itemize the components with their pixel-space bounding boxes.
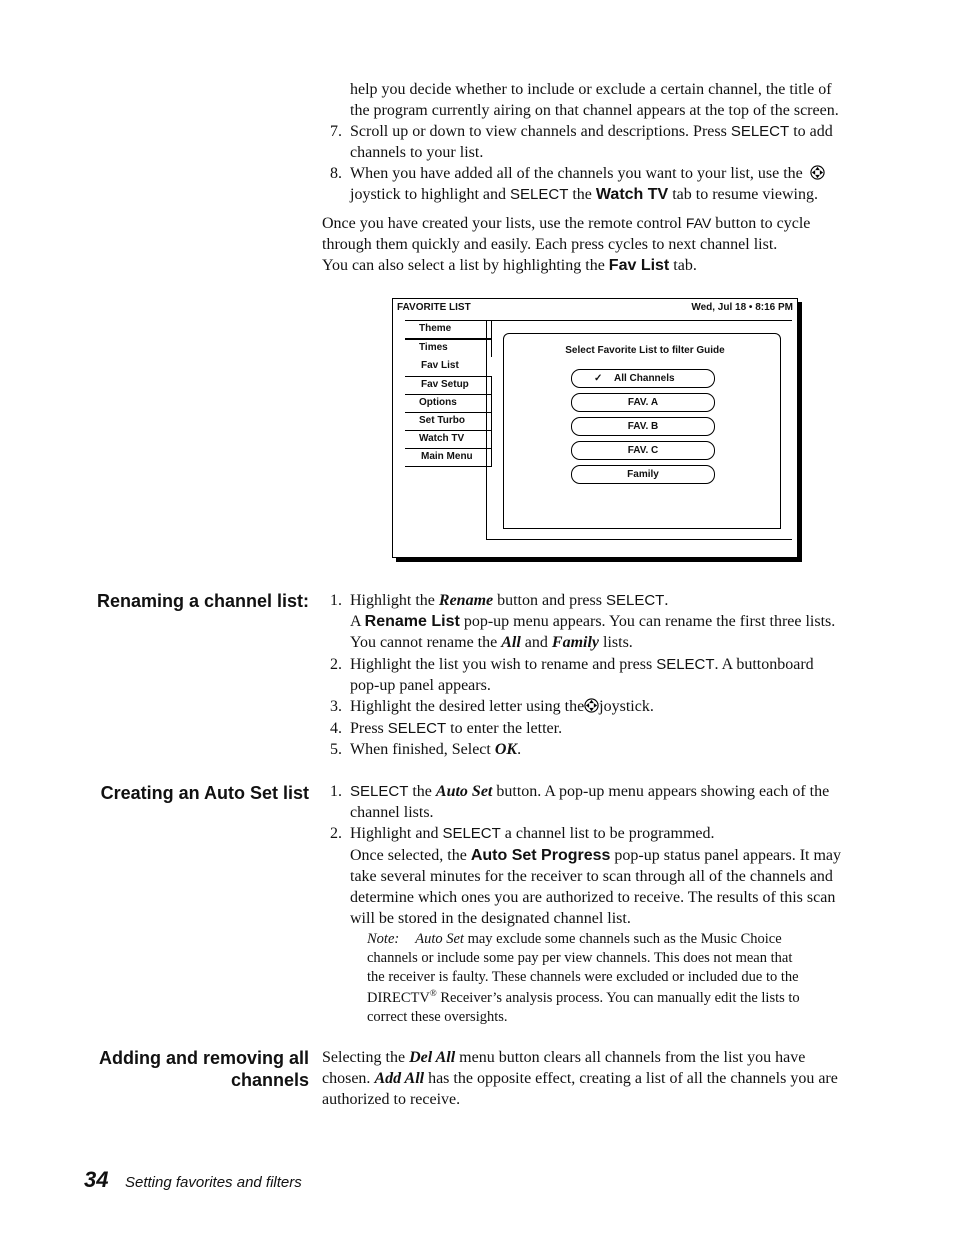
text-line: channels to your list. bbox=[350, 144, 484, 161]
autoset-step-1 bbox=[330, 781, 830, 823]
tab-label: Main Menu bbox=[421, 451, 473, 462]
rename-step-4 bbox=[330, 718, 563, 739]
select-keyword: SELECT bbox=[605, 592, 665, 609]
option-fav-c[interactable] bbox=[571, 441, 715, 460]
text: to add bbox=[789, 123, 833, 140]
text: DIRECTV bbox=[367, 990, 430, 1006]
select-keyword: SELECT bbox=[656, 656, 715, 673]
footer-section-title: Setting favorites and filters bbox=[125, 1174, 302, 1191]
text: may exclude some channels such as the Music Choice bbox=[463, 931, 782, 947]
text: Once selected, the bbox=[350, 847, 471, 864]
text: Once you have created your lists, use the remote control bbox=[322, 215, 686, 232]
tab-fav-setup[interactable] bbox=[405, 376, 492, 395]
tab-times[interactable] bbox=[405, 339, 492, 358]
tab-watch-tv[interactable] bbox=[405, 430, 492, 449]
option-label: FAV. C bbox=[627, 445, 659, 456]
text: joystick. bbox=[599, 698, 654, 715]
text: Highlight the desired letter using the bbox=[350, 698, 585, 715]
tab-label: Fav Setup bbox=[421, 379, 469, 390]
auto-set-term: Auto Set bbox=[435, 783, 493, 800]
text-line: channel lists. bbox=[350, 804, 434, 821]
text: chosen. bbox=[322, 1070, 375, 1087]
section-heading-adding-removing bbox=[79, 1047, 309, 1091]
step-6-continuation bbox=[350, 79, 839, 121]
tab-label: Options bbox=[419, 397, 457, 408]
step-8 bbox=[330, 163, 825, 205]
text: a channel list to be programmed. bbox=[500, 825, 715, 842]
text: Selecting the bbox=[322, 1049, 410, 1066]
option-label: FAV. A bbox=[627, 397, 659, 408]
family-term: Family bbox=[551, 634, 600, 651]
step-number: 3. bbox=[330, 698, 342, 715]
panel-prompt: Select Favorite List to filter Guide bbox=[565, 345, 725, 356]
text-line: the program currently airing on that channel appears at the top of the screen. bbox=[350, 102, 839, 119]
option-fav-b[interactable] bbox=[571, 417, 715, 436]
text: . A buttonboard bbox=[714, 656, 814, 673]
joystick-icon bbox=[584, 698, 599, 713]
text-line: take several minutes for the receiver to scan through all of the channels and bbox=[350, 868, 833, 885]
rename-step-2 bbox=[330, 654, 814, 696]
all-term: All bbox=[501, 634, 521, 651]
select-keyword: SELECT bbox=[387, 720, 447, 737]
tab-main-menu[interactable] bbox=[405, 448, 492, 467]
registered-mark: ® bbox=[429, 988, 437, 999]
option-all-channels[interactable] bbox=[571, 369, 715, 388]
text: Receiver’s analysis process. You can manually edit the lists to bbox=[436, 990, 800, 1006]
tab-options[interactable] bbox=[405, 394, 492, 413]
tab-theme[interactable] bbox=[405, 320, 492, 339]
autoset-paragraph bbox=[350, 845, 841, 929]
text: to enter the letter. bbox=[446, 720, 563, 737]
text: button and press bbox=[493, 592, 606, 609]
del-all-term: Del All bbox=[409, 1049, 456, 1066]
fav-keyword: FAV bbox=[685, 215, 712, 231]
text: button to cycle bbox=[711, 215, 811, 232]
text-line: pop-up panel appears. bbox=[350, 677, 491, 694]
text: Highlight and bbox=[350, 825, 443, 842]
select-keyword: SELECT bbox=[510, 186, 569, 203]
text: A bbox=[350, 613, 365, 630]
select-keyword: SELECT bbox=[350, 783, 409, 800]
auto-set-progress-label: Auto Set Progress bbox=[470, 847, 611, 864]
heading-line: channels bbox=[230, 1070, 309, 1090]
text: . bbox=[517, 741, 522, 758]
ok-term: OK bbox=[494, 741, 518, 758]
text: joystick to highlight and bbox=[350, 186, 510, 203]
fav-paragraph bbox=[322, 213, 810, 276]
text: pop-up status panel appears. It may bbox=[610, 847, 842, 864]
page-number: 34 bbox=[84, 1167, 109, 1192]
tab-label: Times bbox=[419, 342, 448, 353]
text: Highlight the bbox=[350, 592, 439, 609]
text: the bbox=[408, 783, 436, 800]
auto-set-term: Auto Set bbox=[415, 931, 464, 947]
text: and bbox=[520, 634, 552, 651]
heading-line: Adding and removing all bbox=[98, 1048, 309, 1068]
text: You cannot rename the bbox=[350, 634, 502, 651]
rename-term: Rename bbox=[438, 592, 494, 609]
tab-label: Fav List bbox=[421, 360, 459, 371]
autoset-note bbox=[367, 930, 800, 1027]
menu-tabs bbox=[399, 320, 485, 464]
text: Highlight the list you wish to rename and press bbox=[350, 656, 657, 673]
tab-label: Theme bbox=[419, 323, 452, 334]
text-line: determine which ones you are authorized to receive. The results of this scan bbox=[350, 889, 836, 906]
text-line: channels or include some pay per view channels. This does not mean that bbox=[367, 950, 793, 966]
option-label: Family bbox=[627, 469, 659, 480]
screen-datetime: Wed, Jul 18 • 8:16 PM bbox=[691, 302, 793, 313]
text: Scroll up or down to view channels and descriptions. Press bbox=[350, 123, 731, 140]
tab-label: Set Turbo bbox=[419, 415, 465, 426]
text: . bbox=[664, 592, 669, 609]
text: button. A pop-up menu appears showing each of the bbox=[492, 783, 830, 800]
step-number: 1. bbox=[330, 783, 342, 800]
autoset-step-2 bbox=[330, 823, 715, 844]
step-number: 7. bbox=[330, 123, 342, 140]
step-7 bbox=[330, 121, 833, 163]
rename-list-label: Rename List bbox=[364, 613, 460, 630]
step-number: 5. bbox=[330, 741, 342, 758]
option-label: FAV. B bbox=[627, 421, 659, 432]
fav-list-label: Fav List bbox=[608, 257, 670, 274]
option-label: All Channels bbox=[614, 373, 675, 384]
screen-title: FAVORITE LIST bbox=[397, 302, 471, 313]
rename-step-3 bbox=[330, 696, 654, 717]
text: You can also select a list by highlighting the bbox=[322, 257, 609, 274]
step-number: 1. bbox=[330, 592, 342, 609]
note-label: Note: bbox=[367, 931, 400, 947]
text: the bbox=[568, 186, 596, 203]
joystick-icon bbox=[810, 165, 825, 180]
checkmark-icon: ✓ bbox=[594, 373, 603, 384]
select-keyword: SELECT bbox=[730, 123, 790, 140]
section-heading-auto-set: Creating an Auto Set list bbox=[100, 783, 309, 803]
text-line: help you decide whether to include or exclude a certain channel, the title of bbox=[350, 81, 832, 98]
favorite-list-screen bbox=[392, 298, 798, 558]
watch-tv-label: Watch TV bbox=[595, 186, 669, 203]
section-heading-renaming: Renaming a channel list: bbox=[96, 591, 309, 611]
text: Press bbox=[350, 720, 388, 737]
rename-step-5 bbox=[330, 739, 522, 760]
tab-set-turbo[interactable] bbox=[405, 412, 492, 431]
option-fav-a[interactable] bbox=[571, 393, 715, 412]
step-number: 2. bbox=[330, 825, 342, 842]
text-line: through them quickly and easily. Each press cycles to next channel list. bbox=[322, 236, 778, 253]
tab-label: Watch TV bbox=[419, 433, 465, 444]
step-number: 4. bbox=[330, 720, 342, 737]
rename-step-1 bbox=[330, 590, 836, 653]
step-number: 2. bbox=[330, 656, 342, 673]
text: has the opposite effect, creating a list of all the channels you are bbox=[424, 1070, 838, 1087]
select-keyword: SELECT bbox=[442, 825, 501, 842]
addremove-paragraph bbox=[322, 1047, 838, 1110]
text: lists. bbox=[599, 634, 633, 651]
text: When you have added all of the channels you want to your list, use the bbox=[350, 165, 803, 182]
add-all-term: Add All bbox=[374, 1070, 425, 1087]
text-line: authorized to receive. bbox=[322, 1091, 461, 1108]
text: pop-up menu appears. You can rename the first three lists. bbox=[459, 613, 836, 630]
text-line: will be stored in the designated channel list. bbox=[350, 910, 631, 927]
text: When finished, Select bbox=[350, 741, 495, 758]
text: menu button clears all channels from the list you have bbox=[455, 1049, 806, 1066]
step-number: 8. bbox=[330, 165, 342, 182]
text: tab. bbox=[669, 257, 697, 274]
text-line: correct these oversights. bbox=[367, 1009, 508, 1025]
text-line: the receiver is faulty. These channels were excluded or included due to the bbox=[367, 969, 799, 985]
text: tab to resume viewing. bbox=[668, 186, 818, 203]
option-family[interactable] bbox=[571, 465, 715, 484]
